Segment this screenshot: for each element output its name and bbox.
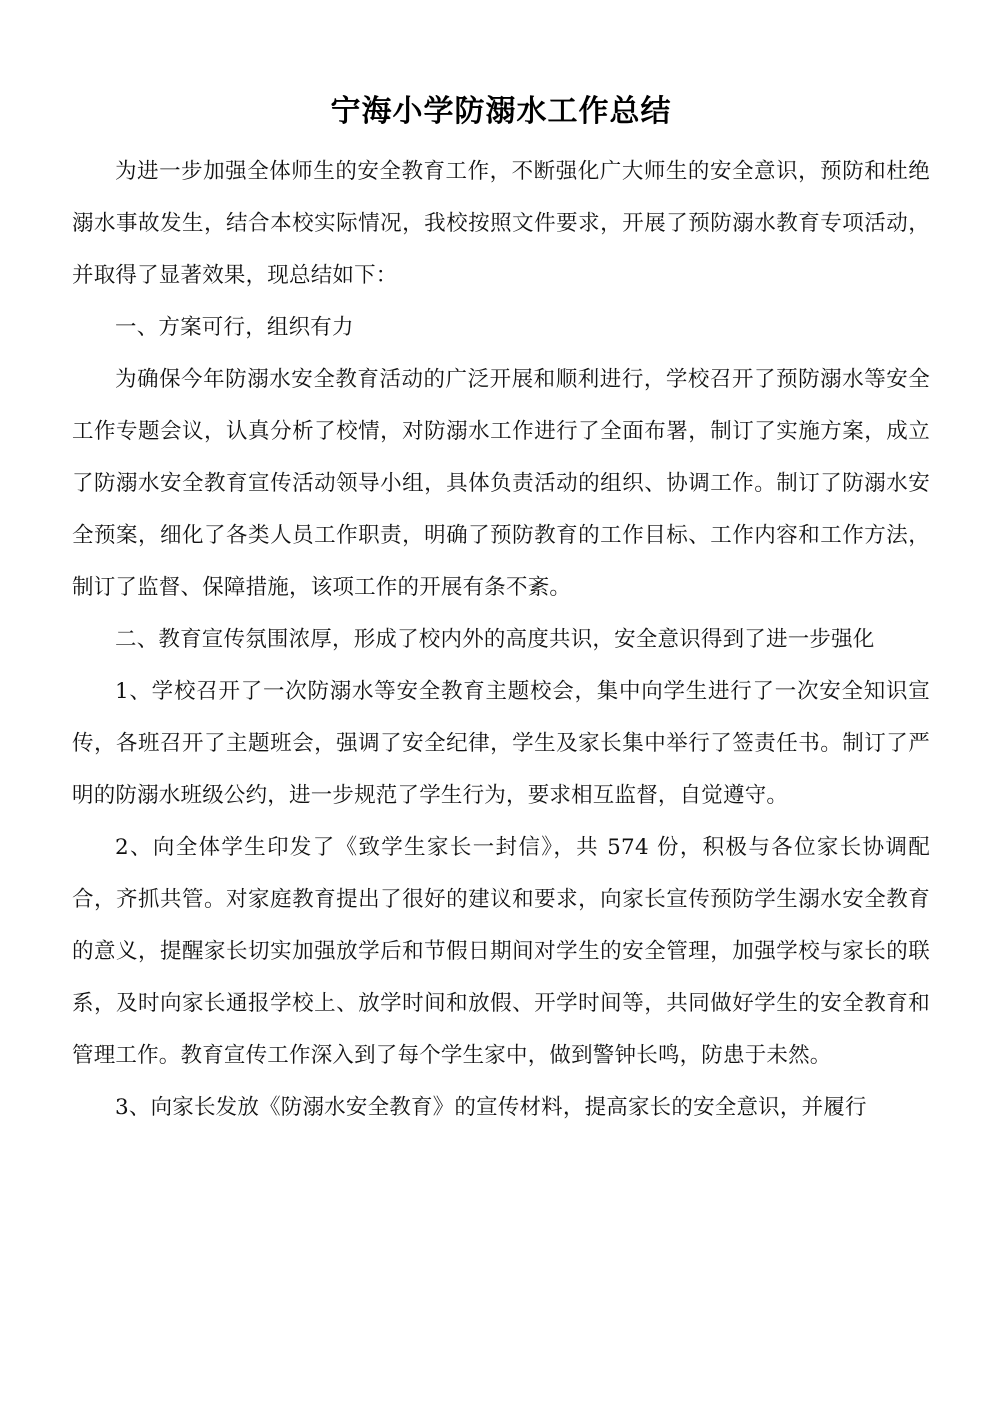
paragraph-intro: 为进一步加强全体师生的安全教育工作，不断强化广大师生的安全意识，预防和杜绝溺水事故发生，结合本校实际情况，我校按照文件要求，开展了预防溺水教育专项活动，并取得了显著效果，现总结如下：: [72, 159, 930, 288]
list-item-3: 3、向家长发放《防溺水安全教育》的宣传材料，提高家长的安全意识，并履行: [115, 1095, 867, 1120]
document-body: [72, 146, 930, 1134]
section-heading-1: 一、方案可行，组织有力: [115, 315, 354, 340]
page-title: 宁海小学防溺水工作总结: [330, 94, 672, 129]
list-item-2: 2、向全体学生印发了《致学生家长一封信》，共 574 份，积极与各位家长协调配合，齐抓共管。对家庭教育提出了很好的建议和要求，向家长宣传预防学生溺水安全教育的意义，提醒家长切实加强放学后和节假日期间对学生的安全管理，加强学校与家长的联系，及时向家长通报学校上、放学时间和放假、开学时间等，共同做好学生的安全教育和管理工作。教育宣传工作深入到了每个学生家中，做到警钟长鸣，防患于未然。: [72, 835, 930, 1068]
paragraph-section-1-body: 为确保今年防溺水安全教育活动的广泛开展和顺利进行，学校召开了预防溺水等安全工作专题会议，认真分析了校情，对防溺水工作进行了全面布署，制订了实施方案，成立了防溺水安全教育宣传活动领导小组，具体负责活动的组织、协调工作。制订了防溺水安全预案，细化了各类人员工作职责，明确了预防教育的工作目标、工作内容和工作方法，制订了监督、保障措施，该项工作的开展有条不紊。: [72, 367, 930, 600]
list-item-1: 1、学校召开了一次防溺水等安全教育主题校会，集中向学生进行了一次安全知识宣传，各班召开了主题班会，强调了安全纪律，学生及家长集中举行了签责任书。制订了严明的防溺水班级公约，进一步规范了学生行为，要求相互监督，自觉遵守。: [72, 679, 930, 808]
section-heading-2: 二、教育宣传氛围浓厚，形成了校内外的高度共识，安全意识得到了进一步强化: [115, 627, 875, 652]
